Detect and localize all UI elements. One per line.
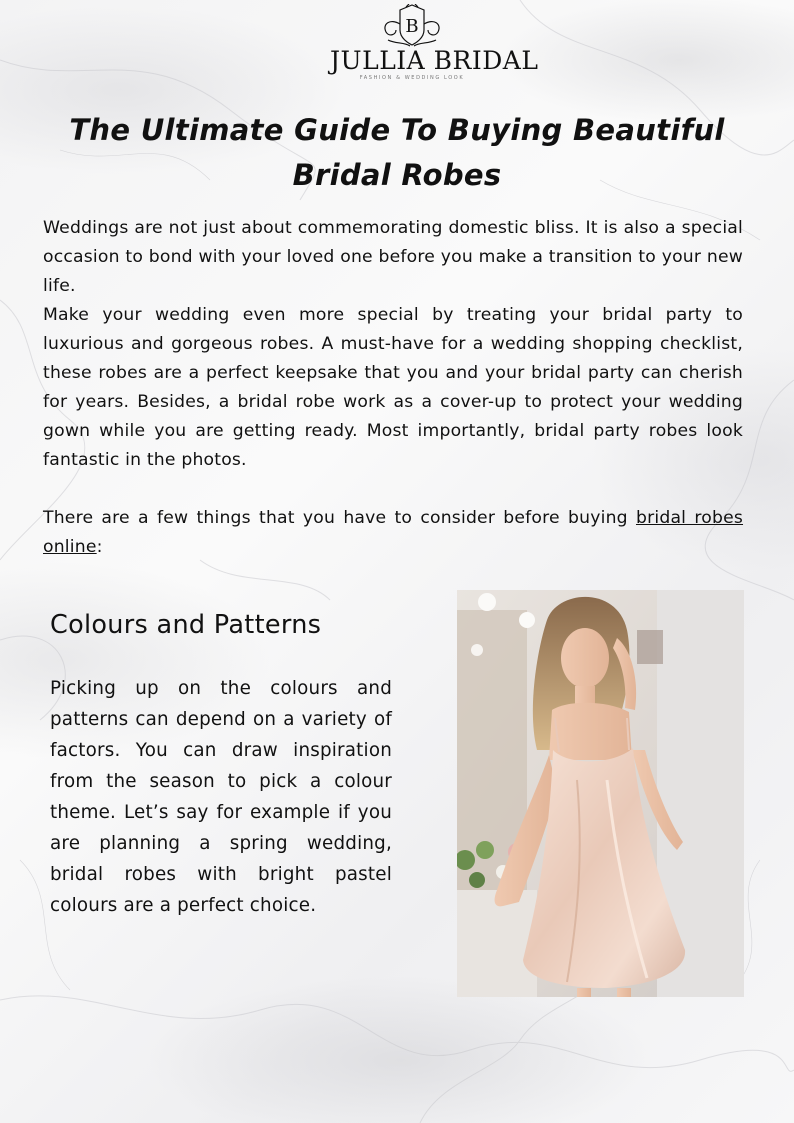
intro-paragraph-2: Make your wedding even more special by treating your bridal party to luxurious and gorgeous robes. A must-have for a wedding shopping checklist, these robes are a perfect keepsake that you and your bridal party can cherish for years. Besides, a bridal robe work as a cover-up to protect your wedding gown while you are getting ready. Most importantly, bridal party robes look fantastic in the photos. [43, 305, 743, 470]
bridal-robe-photo [457, 590, 744, 997]
intro-text [43, 214, 743, 562]
brand-name: JULLIA BRIDAL [330, 46, 539, 75]
intro-paragraph-1: Weddings are not just about commemorating domestic bliss. It is also a special occasion to bond with your loved one before you make a transition to your new life. [43, 218, 743, 296]
monogram-letter: B [405, 16, 419, 37]
section-heading: Colours and Patterns [50, 610, 322, 640]
intro-paragraph-3-lead: There are a few things that you have to consider before buying [43, 508, 636, 528]
brand-logo[interactable] [330, 4, 539, 81]
monogram-crest-icon [376, 4, 448, 48]
page-title: The Ultimate Guide To Buying Beautiful Bridal Robes [69, 113, 725, 192]
intro-paragraph-3 [43, 504, 743, 562]
model-in-satin-slip-image [457, 590, 744, 997]
intro-paragraph-3-colon: : [96, 537, 103, 557]
bridal-robes-online-link[interactable]: bridal robes online [43, 508, 744, 557]
section-body: Picking up on the colours and patterns can depend on a variety of factors. You can draw inspiration from the season to pick a colour theme. Let’s say for example if you are planning a spring wedding, bridal robes with bright pastel colours are a perfect choice. [50, 678, 392, 916]
brand-tagline: FASHION & WEDDING LOOK [359, 75, 465, 81]
